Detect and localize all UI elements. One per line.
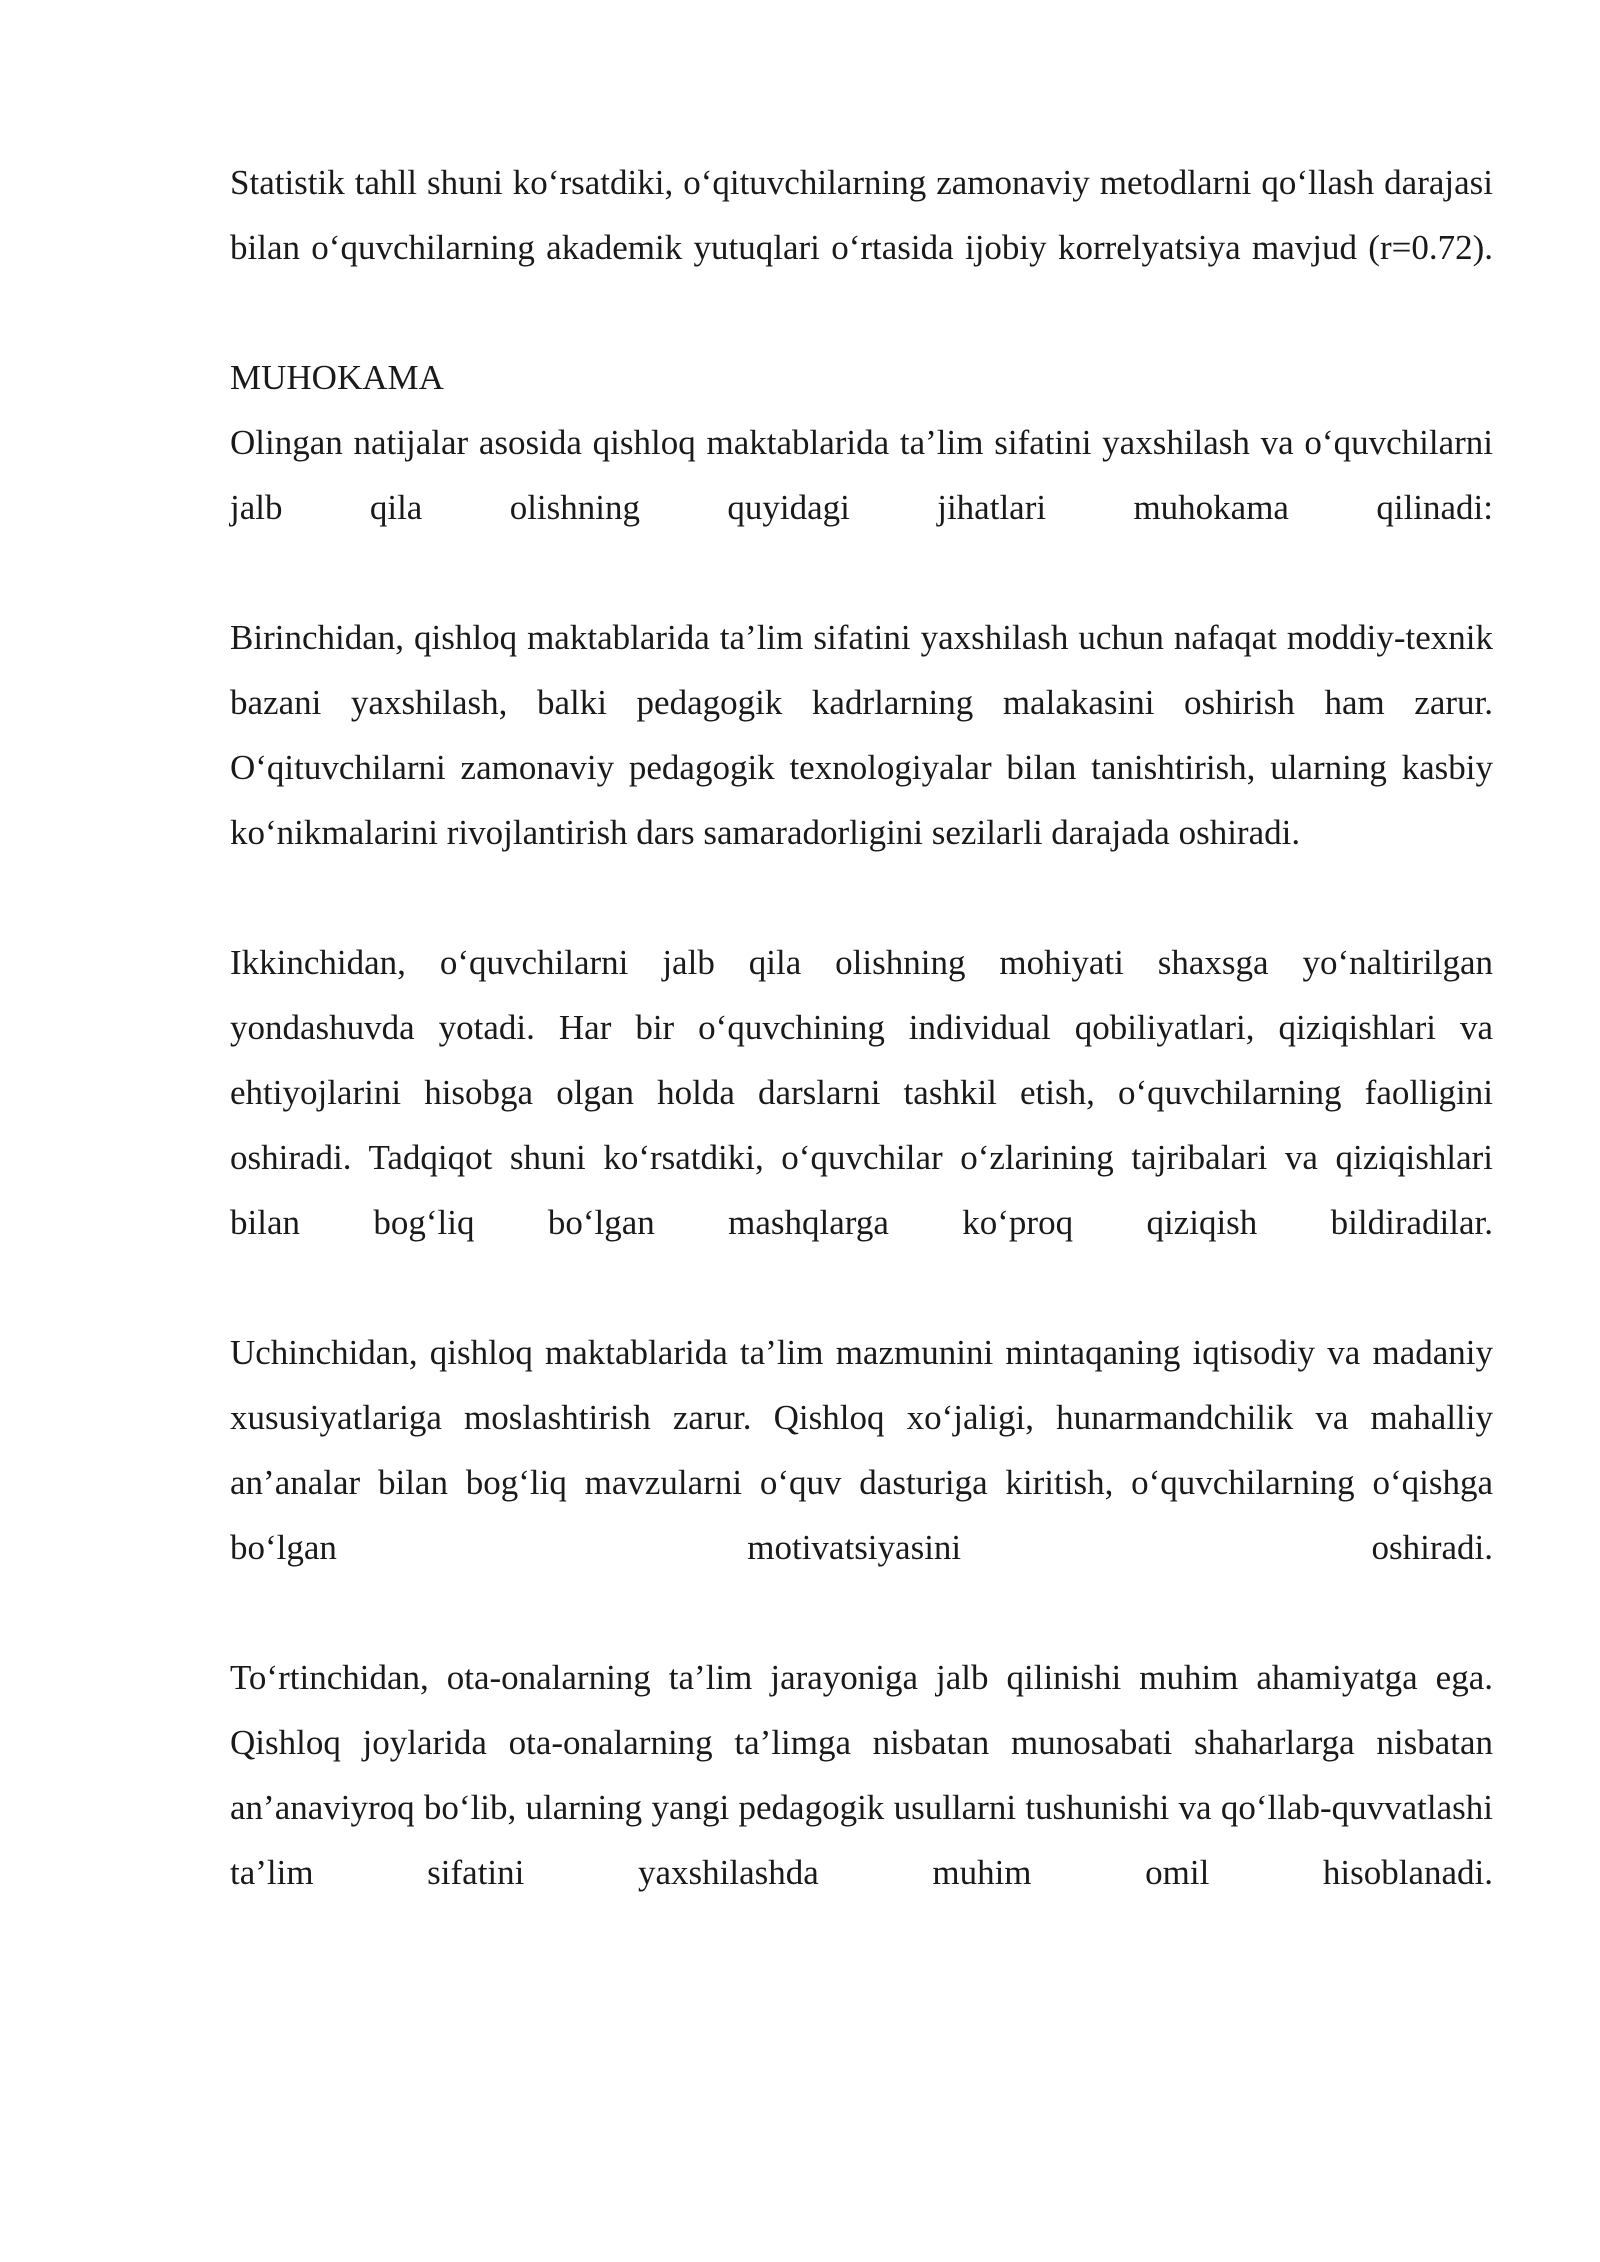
document-page — [230, 150, 1493, 1970]
intro-paragraph: Statistik tahll shuni ko‘rsatdiki, o‘qituvchilarning zamonaviy metodlarni qo‘llash darajasi bilan o‘quvchilarning akademik yutuqlari o‘rtasida ijobiy korrelyatsiya mavjud (r=0.72). — [230, 163, 1493, 267]
second-point-paragraph: Ikkinchidan, o‘quvchilarni jalb qila olishning mohiyati shaxsga yo‘naltirilgan yondashuvda yotadi. Har bir o‘quvchining individual qobiliyatlari, qiziqishlari va ehtiyojlarini hisobga olgan holda darslarni tashkil etish, o‘quvchilarning faolligini oshiradi. Tadqiqot shuni ko‘rsatdiki, o‘quvchilar o‘zlarining tajribalari va qiziqishlari bilan bog‘liq bo‘lgan mashqlarga ko‘proq qiziqish bildiradilar. — [230, 943, 1493, 1242]
third-point-paragraph: Uchinchidan, qishloq maktablarida ta’lim mazmunini mintaqaning iqtisodiy va madaniy xususiyatlariga moslashtirish zarur. Qishloq xo‘jaligi, hunarmandchilik va mahalliy an’analar bilan bog‘liq mavzularni o‘quv dasturiga kiritish, o‘quvchilarning o‘qishga bo‘lgan motivatsiyasini oshiradi. — [230, 1333, 1493, 1567]
fourth-point-paragraph: To‘rtinchidan, ota-onalarning ta’lim jarayoniga jalb qilinishi muhim ahamiyatga ega. Qishloq joylarida ota-onalarning ta’limga nisbatan munosabati shaharlarga nisbatan an’anaviyroq bo‘lib, ularning yangi pedagogik usullarni tushunishi va qo‘llab-quvvatlashi ta’lim sifatini yaxshilashda muhim omil hisoblanadi. — [230, 1658, 1493, 1892]
discussion-intro-paragraph: Olingan natijalar asosida qishloq maktablarida ta’lim sifatini yaxshilash va o‘quvchilarni jalb qila olishning quyidagi jihatlari muhokama qilinadi: — [230, 423, 1493, 527]
first-point-paragraph: Birinchidan, qishloq maktablarida ta’lim sifatini yaxshilash uchun nafaqat moddiy-texnik bazani yaxshilash, balki pedagogik kadrlarning malakasini oshirish ham zarur. O‘qituvchilarni zamonaviy pedagogik texnologiyalar bilan tanishtirish, ularning kasbiy ko‘nikmalarini rivojlantirish dars samaradorligini sezilarli darajada oshiradi. — [230, 618, 1493, 852]
section-heading: MUHOKAMA — [230, 358, 444, 397]
